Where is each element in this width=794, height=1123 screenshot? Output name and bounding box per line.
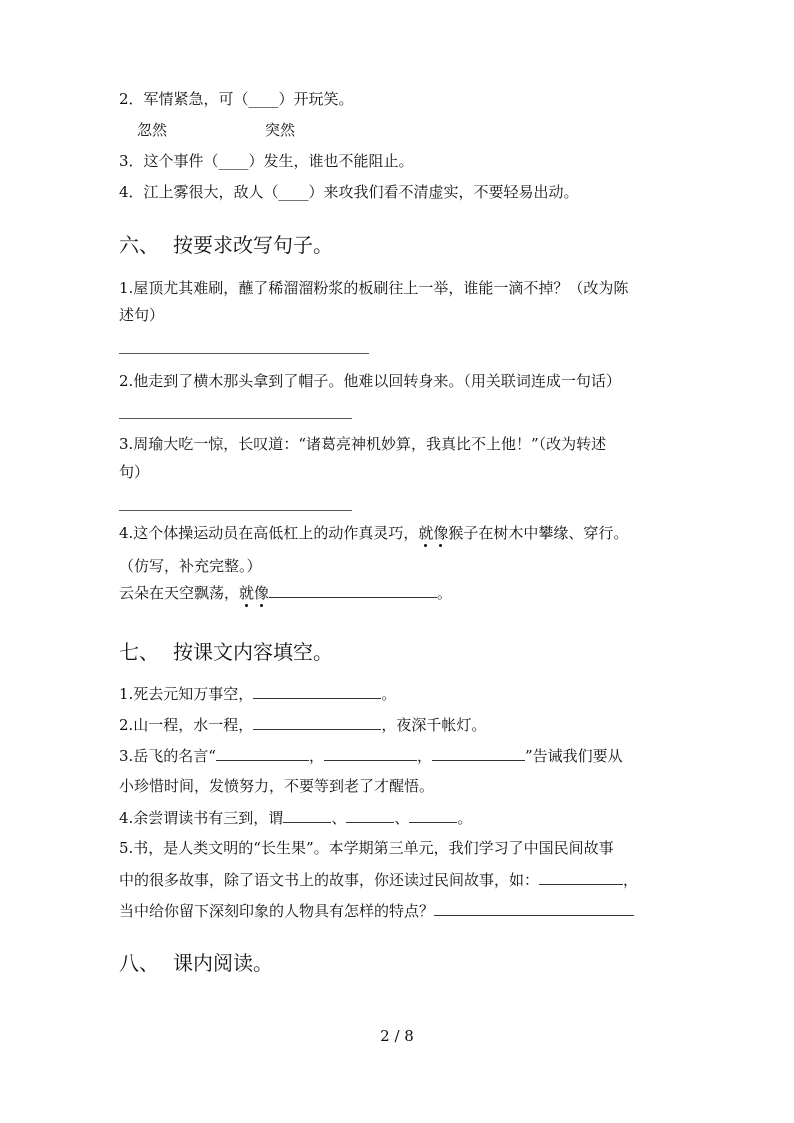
question-6-4-text-end: 猴子在树木中攀缘、穿行。 (448, 524, 629, 542)
question-7-2 (119, 714, 486, 735)
question-6-4-line1 (119, 523, 628, 543)
emphasis-char-xiang-2: 像 (254, 584, 270, 602)
question-5-3: 3．这个事件（____）发生，谁也不能阻止。 (119, 152, 414, 170)
section-8-heading (119, 950, 273, 976)
question-7-4-text: 4.余尝谓读书有三到，谓 (119, 809, 284, 827)
page-number: 2 / 8 (380, 1027, 414, 1045)
question-6-1-line2: 述句） (119, 306, 165, 324)
answer-blank-7-5b[interactable] (434, 900, 634, 916)
answer-blank-6-4[interactable] (269, 582, 437, 598)
question-7-3-post: ”告诫我们要从 (525, 747, 623, 765)
section-6-heading (119, 232, 333, 258)
question-7-1 (119, 683, 396, 704)
question-7-3-text: 3.岳飞的名言“ (119, 747, 216, 765)
question-7-3-line2: 小珍惜时间，发愤努力，不要等到老了才醒悟。 (119, 777, 435, 795)
answer-blank-7-4a[interactable] (283, 807, 331, 823)
question-7-2-end: ，夜深千帐灯。 (381, 716, 487, 734)
question-7-3-sep2: ， (417, 747, 433, 765)
question-7-2-text: 2.山一程，水一程， (119, 716, 254, 734)
question-7-4-end: 。 (457, 809, 473, 827)
section-6-title: 按要求改写句子。 (173, 233, 333, 257)
section-7-title: 按课文内容填空。 (173, 640, 333, 664)
question-7-5-text: 中的很多故事，除了语文书上的故事，你还读过民间故事，如： (119, 871, 540, 889)
question-6-4-prompt: 云朵在天空飘荡， (119, 584, 240, 602)
answer-blank-7-3a[interactable] (216, 745, 309, 761)
option-turan: 突然 (265, 121, 296, 139)
answer-blank-7-5a[interactable] (539, 869, 623, 885)
section-8-number: 八、 (119, 951, 159, 975)
question-6-4-period: 。 (437, 584, 453, 602)
option-huran: 忽然 (137, 121, 168, 139)
emphasis-char-jiu-2: 就 (239, 584, 255, 602)
question-6-4-line2: （仿写，补充完整。） (119, 557, 262, 575)
answer-line-6-2[interactable] (119, 418, 352, 419)
question-6-4-text: 4.这个体操运动员在高低杠上的动作真灵巧， (119, 524, 419, 542)
emphasis-char-jiu: 就 (418, 524, 434, 542)
answer-line-6-1[interactable] (119, 353, 369, 354)
question-6-3-line2: 句） (119, 463, 150, 481)
question-6-2: 2.他走到了横木那头拿到了帽子。他难以回转身来。（用关联词连成一句话） (119, 372, 621, 390)
question-7-5-line3 (119, 900, 634, 921)
answer-blank-7-4c[interactable] (409, 807, 457, 823)
question-7-5-comma: ， (623, 871, 639, 889)
answer-blank-7-3b[interactable] (324, 745, 417, 761)
section-7-number: 七、 (119, 640, 159, 664)
question-7-1-text: 1.死去元知万事空， (119, 685, 254, 703)
question-7-3-line1 (119, 745, 623, 766)
question-7-3-sep1: ， (308, 747, 324, 765)
question-7-4 (119, 807, 472, 828)
answer-line-6-3[interactable] (119, 510, 352, 511)
question-6-3-line1: 3.周瑜大吃一惊，长叹道：“诸葛亮神机妙算，我真比不上他！”（改为转述 (119, 435, 607, 453)
answer-blank-7-2[interactable] (253, 714, 381, 730)
question-5-2: 2．军情紧急，可（____）开玩笑。 (119, 90, 354, 108)
question-7-4-sep2: 、 (394, 809, 410, 827)
question-7-1-end: 。 (381, 685, 397, 703)
question-7-5-prompt: 当中给你留下深刻印象的人物具有怎样的特点？ (119, 902, 435, 920)
question-6-4-line3 (119, 582, 452, 603)
section-7-heading (119, 639, 333, 665)
question-5-4: 4．江上雾很大，敌人（____）来攻我们看不清虚实，不要轻易出动。 (119, 183, 579, 201)
question-6-1-line1: 1.屋顶尤其难刷，蘸了稀溜溜粉浆的板刷往上一举，谁能一滴不掉？（改为陈 (119, 279, 629, 297)
answer-blank-7-3c[interactable] (432, 745, 525, 761)
question-7-5-line1: 5.书，是人类文明的“长生果”。本学期第三单元，我们学习了中国民间故事 (119, 839, 614, 857)
question-7-5-line2 (119, 869, 638, 890)
answer-blank-7-4b[interactable] (346, 807, 394, 823)
question-7-4-sep1: 、 (331, 809, 347, 827)
answer-blank-7-1[interactable] (253, 683, 381, 699)
emphasis-char-xiang: 像 (433, 524, 449, 542)
section-8-title: 课内阅读。 (173, 951, 273, 975)
section-6-number: 六、 (119, 233, 159, 257)
